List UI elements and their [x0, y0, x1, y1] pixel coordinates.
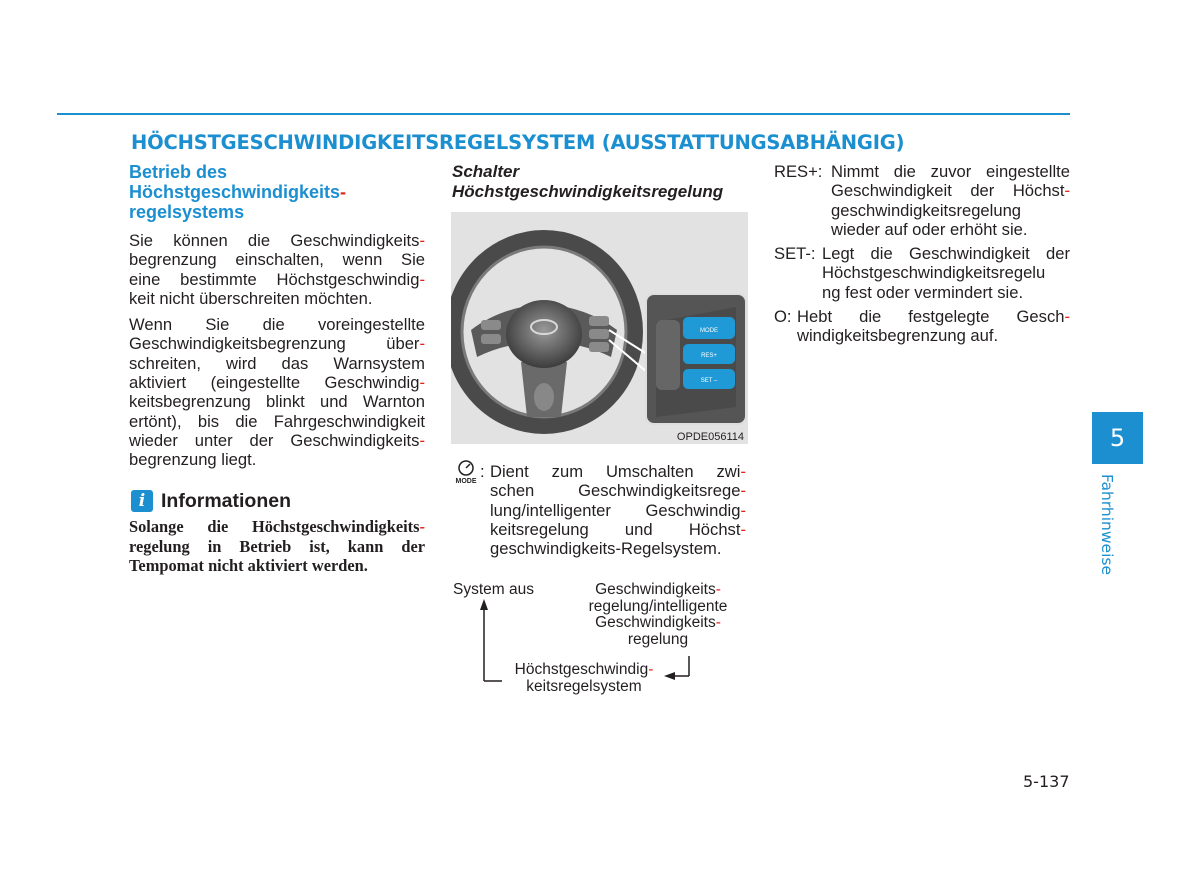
info-icon: i	[131, 490, 153, 512]
info-body	[129, 517, 425, 576]
hyphen: -	[340, 182, 347, 202]
line-text: keitsregelung und Höchst	[490, 519, 741, 539]
subheading	[129, 162, 429, 222]
res-definition	[774, 162, 1070, 240]
hyphen: -	[419, 269, 425, 289]
text-line	[797, 307, 1070, 326]
chapter-tab: 5	[1092, 412, 1143, 464]
text-line	[822, 244, 1070, 263]
cancel-definition	[774, 307, 1070, 347]
text-line	[129, 334, 425, 353]
speedometer-icon	[451, 458, 481, 488]
text-line	[129, 517, 425, 537]
line-text: Nimmt die zuvor eingestellte	[831, 162, 1070, 181]
line-text: Sie können die Geschwindigkeits	[129, 231, 420, 250]
line-text: schen Geschwindigkeitsrege	[490, 481, 741, 501]
line-text: begrenzung einschalten, wenn Sie	[129, 250, 425, 270]
line-text: regelung in Betrieb ist, kann der	[129, 536, 425, 556]
line-text: geschwindigkeitsregelung	[831, 200, 1022, 220]
line-text: lung/intelligenter Geschwindig	[490, 500, 741, 520]
text-line	[831, 201, 1070, 220]
line-text: ertönt), bis die Fahrgeschwindigkeit	[129, 411, 425, 431]
set-description	[822, 244, 1070, 302]
line-text: windigkeitsbegrenzung auf.	[797, 326, 999, 346]
hyphen: -	[740, 462, 746, 481]
paragraph-1	[129, 231, 425, 308]
hyphen: -	[419, 430, 425, 450]
section-title: HÖCHSTGESCHWINDIGKEITSREGELSYSTEM (AUSSTATTUNGSABHÄNGIG)	[131, 131, 905, 154]
line-text: wieder unter der Geschwindigkeits	[129, 430, 420, 450]
text-line	[129, 537, 425, 557]
line-text: regelung/intelligente	[588, 597, 728, 615]
flow-arrows	[476, 598, 696, 688]
switch-heading-line: Höchstgeschwindigkeitsregelung	[452, 182, 724, 201]
line-text: keitsbegrenzung blinkt und Warnton	[129, 392, 425, 412]
paragraph-2	[129, 315, 425, 469]
res-description	[831, 162, 1070, 239]
cancel-description	[797, 307, 1070, 346]
mode-speed-icon	[451, 458, 481, 488]
line-text: Dient zum Umschalten zwi	[490, 462, 741, 481]
set-definition	[774, 244, 1070, 304]
text-line	[490, 462, 746, 481]
line-text: Hebt die festgelegte Gesch	[797, 307, 1065, 326]
text-line	[831, 181, 1070, 200]
text-line	[129, 289, 425, 308]
text-line	[129, 392, 425, 411]
line-text: schreiten, wird das Warnsystem	[129, 353, 425, 373]
hyphen: -	[648, 661, 654, 678]
text-line	[129, 354, 425, 373]
set-switch-label: SET –	[700, 378, 718, 384]
text-line	[129, 250, 425, 269]
steering-wheel-illustration	[451, 212, 748, 444]
line-text: Geschwindigkeits	[595, 581, 716, 598]
line-text: wieder auf oder erhöht sie.	[831, 219, 1028, 239]
text-line	[129, 373, 425, 392]
text-line	[129, 412, 425, 431]
hyphen: -	[715, 614, 721, 631]
subheading-line: regelsystems	[129, 202, 245, 222]
hyphen: -	[419, 517, 425, 536]
mode-description	[490, 462, 746, 558]
text-line	[831, 220, 1070, 239]
chapter-label: Fahrhinweise	[1098, 474, 1116, 575]
text-line	[129, 231, 425, 250]
steering-wheel-image	[451, 212, 748, 444]
text-line	[822, 263, 1070, 282]
text-line	[490, 481, 746, 500]
line-text: Legt die Geschwindigkeit der	[822, 244, 1070, 263]
line-text: Solange die Höchstgeschwindigkeits	[129, 517, 420, 536]
mode-switch-label: MODE	[700, 328, 718, 334]
hyphen: -	[1064, 181, 1070, 201]
line-text: Tempomat nicht aktiviert werden.	[129, 556, 368, 575]
switch-heading-line: Schalter	[452, 162, 520, 181]
line-text: Wenn Sie die voreingestellte	[129, 315, 425, 335]
top-rule	[57, 113, 1070, 115]
line-text: Höchstgeschwindig	[514, 661, 649, 678]
text-line	[129, 556, 425, 576]
hyphen: -	[419, 231, 425, 250]
text-line	[797, 326, 1070, 345]
line-text: keitsregelsystem	[526, 677, 642, 695]
page-number: 5-137	[1023, 772, 1070, 791]
mode-icon-label: MODE	[455, 478, 477, 485]
flow-system-off: System aus	[453, 581, 534, 598]
line-text: Geschwindigkeit der Höchst	[831, 181, 1065, 201]
subheading-line: Betrieb des	[129, 162, 228, 182]
text-line	[490, 539, 746, 558]
line-text: Geschwindigkeitsbegrenzung über	[129, 334, 420, 354]
line-text: aktiviert (eingestellte Geschwindig	[129, 373, 420, 393]
hyphen: -	[715, 581, 721, 598]
cancel-term: O:	[774, 307, 792, 326]
text-line	[129, 270, 425, 289]
hyphen: -	[419, 373, 425, 393]
text-line	[490, 520, 746, 539]
text-line	[129, 315, 425, 334]
line-text: geschwindigkeits-Regelsystem.	[490, 539, 722, 559]
info-title: Informationen	[161, 490, 291, 512]
image-caption: OPDE056114	[676, 431, 744, 443]
line-text: Höchstgeschwindigkeitsregelu	[822, 263, 1046, 283]
set-term: SET-:	[774, 244, 816, 263]
line-text: Geschwindigkeits	[595, 614, 716, 631]
subheading-text: Höchstgeschwindigkeits	[129, 182, 341, 202]
text-line	[822, 283, 1070, 302]
text-line	[490, 501, 746, 520]
intro-text	[129, 231, 425, 477]
text-line	[129, 431, 425, 450]
text-line	[831, 162, 1070, 181]
hyphen: -	[740, 500, 746, 520]
hyphen: -	[1064, 307, 1070, 326]
line-text: keit nicht überschreiten möchten.	[129, 288, 373, 308]
hyphen: -	[419, 334, 425, 354]
hyphen: -	[740, 481, 746, 501]
res-switch-label: RES+	[701, 353, 717, 359]
line-text: eine bestimmte Höchstgeschwindig	[129, 269, 420, 289]
text-line	[578, 582, 738, 599]
switch-heading	[452, 162, 723, 202]
res-term: RES+:	[774, 162, 823, 181]
text-line	[129, 450, 425, 469]
subheading-line	[129, 182, 429, 202]
line-text: regelung	[627, 630, 689, 648]
mode-colon: :	[480, 462, 485, 481]
line-text: begrenzung liegt.	[129, 450, 257, 470]
hyphen: -	[740, 519, 746, 539]
line-text: ng fest oder vermindert sie.	[822, 282, 1024, 302]
